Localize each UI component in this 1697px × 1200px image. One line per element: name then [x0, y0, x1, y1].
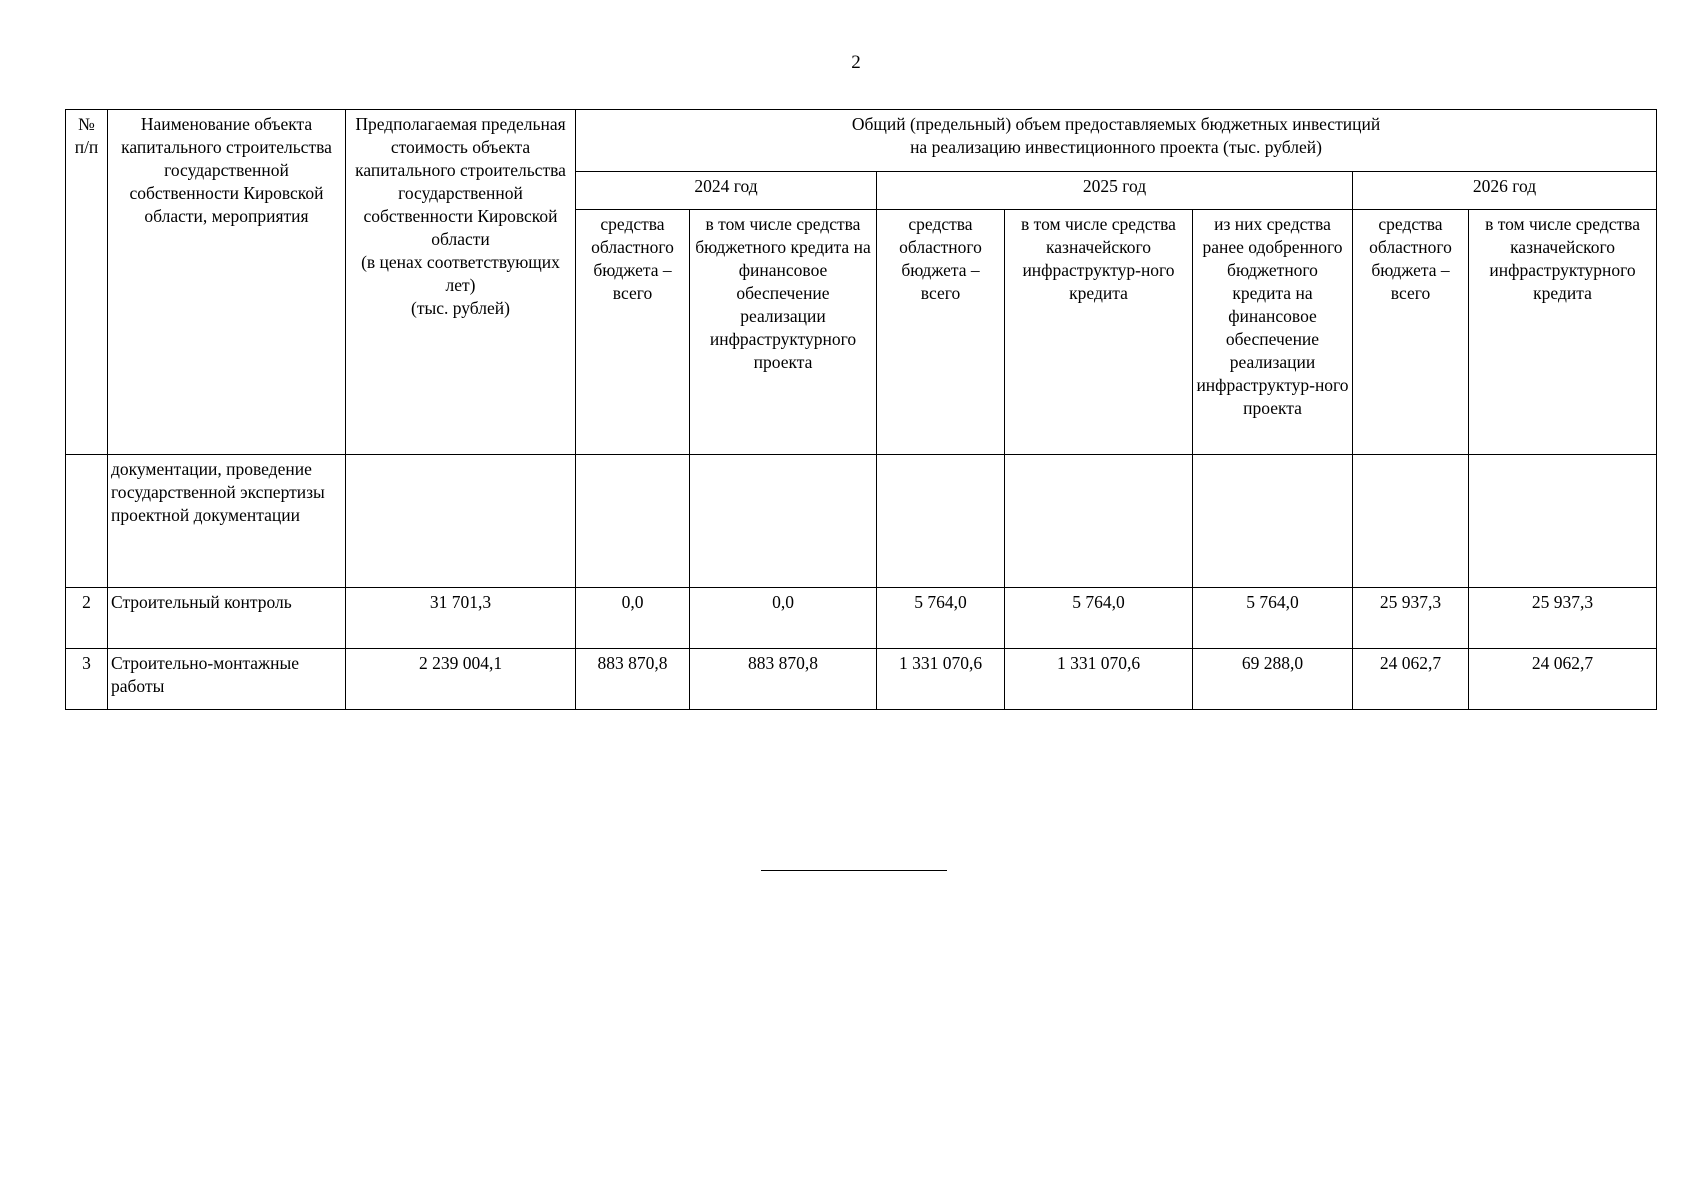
cell-2026-treasury-credit: 25 937,3 [1469, 588, 1657, 649]
header-year-2026: 2026 год [1353, 172, 1657, 210]
cell-2024-budget-credit: 883 870,8 [690, 649, 877, 710]
cell-2026-regional-budget: 24 062,7 [1353, 649, 1469, 710]
cell-2024-regional-budget: 0,0 [576, 588, 690, 649]
header-2026-regional-budget: средства областного бюджета – всего [1353, 210, 1469, 455]
header-number: № п/п [66, 110, 108, 455]
header-2025-regional-budget: средства областного бюджета – всего [877, 210, 1005, 455]
cell-2024-regional-budget [576, 455, 690, 588]
cell-2025-approved-credit: 5 764,0 [1193, 588, 1353, 649]
table-row [66, 455, 1657, 588]
cell-estimated-cost [346, 455, 576, 588]
cell-number [66, 455, 108, 588]
cell-object-name: Строительно-монтажные работы [108, 649, 346, 710]
table-row [66, 588, 1657, 649]
page-number: 2 [851, 52, 861, 73]
cell-2024-budget-credit: 0,0 [690, 588, 877, 649]
cell-estimated-cost: 31 701,3 [346, 588, 576, 649]
cell-number: 2 [66, 588, 108, 649]
budget-investment-table [65, 109, 1657, 710]
header-total-investment: Общий (предельный) объем предоставляемых бюджетных инвестиций на реализацию инвестиционного проекта (тыс. рублей) [576, 110, 1657, 172]
header-2025-treasury-credit: в том числе средства казначейского инфраструктур-ного кредита [1005, 210, 1193, 455]
cell-2026-regional-budget [1353, 455, 1469, 588]
header-object-name: Наименование объекта капитального строительства государственной собственности Кировской области, мероприятия [108, 110, 346, 455]
cell-2025-treasury-credit [1005, 455, 1193, 588]
cell-2025-treasury-credit: 1 331 070,6 [1005, 649, 1193, 710]
header-2024-regional-budget: средства областного бюджета – всего [576, 210, 690, 455]
cell-2026-treasury-credit: 24 062,7 [1469, 649, 1657, 710]
cell-2025-approved-credit: 69 288,0 [1193, 649, 1353, 710]
cell-number: 3 [66, 649, 108, 710]
cell-2025-regional-budget: 5 764,0 [877, 588, 1005, 649]
cell-2025-regional-budget [877, 455, 1005, 588]
cell-2025-approved-credit [1193, 455, 1353, 588]
table-row [66, 649, 1657, 710]
cell-2024-regional-budget: 883 870,8 [576, 649, 690, 710]
cell-2026-treasury-credit [1469, 455, 1657, 588]
header-2025-approved-credit: из них средства ранее одобренного бюджетного кредита на финансовое обеспечение реализации инфраструктур-ного проекта [1193, 210, 1353, 455]
cell-estimated-cost: 2 239 004,1 [346, 649, 576, 710]
header-year-2024: 2024 год [576, 172, 877, 210]
cell-object-name: документации, проведение государственной экспертизы проектной документации [108, 455, 346, 588]
cell-2025-regional-budget: 1 331 070,6 [877, 649, 1005, 710]
cell-object-name: Строительный контроль [108, 588, 346, 649]
footer-divider [761, 870, 947, 871]
cell-2026-regional-budget: 25 937,3 [1353, 588, 1469, 649]
header-2024-budget-credit: в том числе средства бюджетного кредита на финансовое обеспечение реализации инфраструктурного проекта [690, 210, 877, 455]
cell-2024-budget-credit [690, 455, 877, 588]
header-2026-treasury-credit: в том числе средства казначейского инфраструктурного кредита [1469, 210, 1657, 455]
header-year-2025: 2025 год [877, 172, 1353, 210]
header-estimated-cost: Предполагаемая предельная стоимость объекта капитального строительства государственной собственности Кировской области (в ценах соответствующих лет) (тыс. рублей) [346, 110, 576, 455]
cell-2025-treasury-credit: 5 764,0 [1005, 588, 1193, 649]
